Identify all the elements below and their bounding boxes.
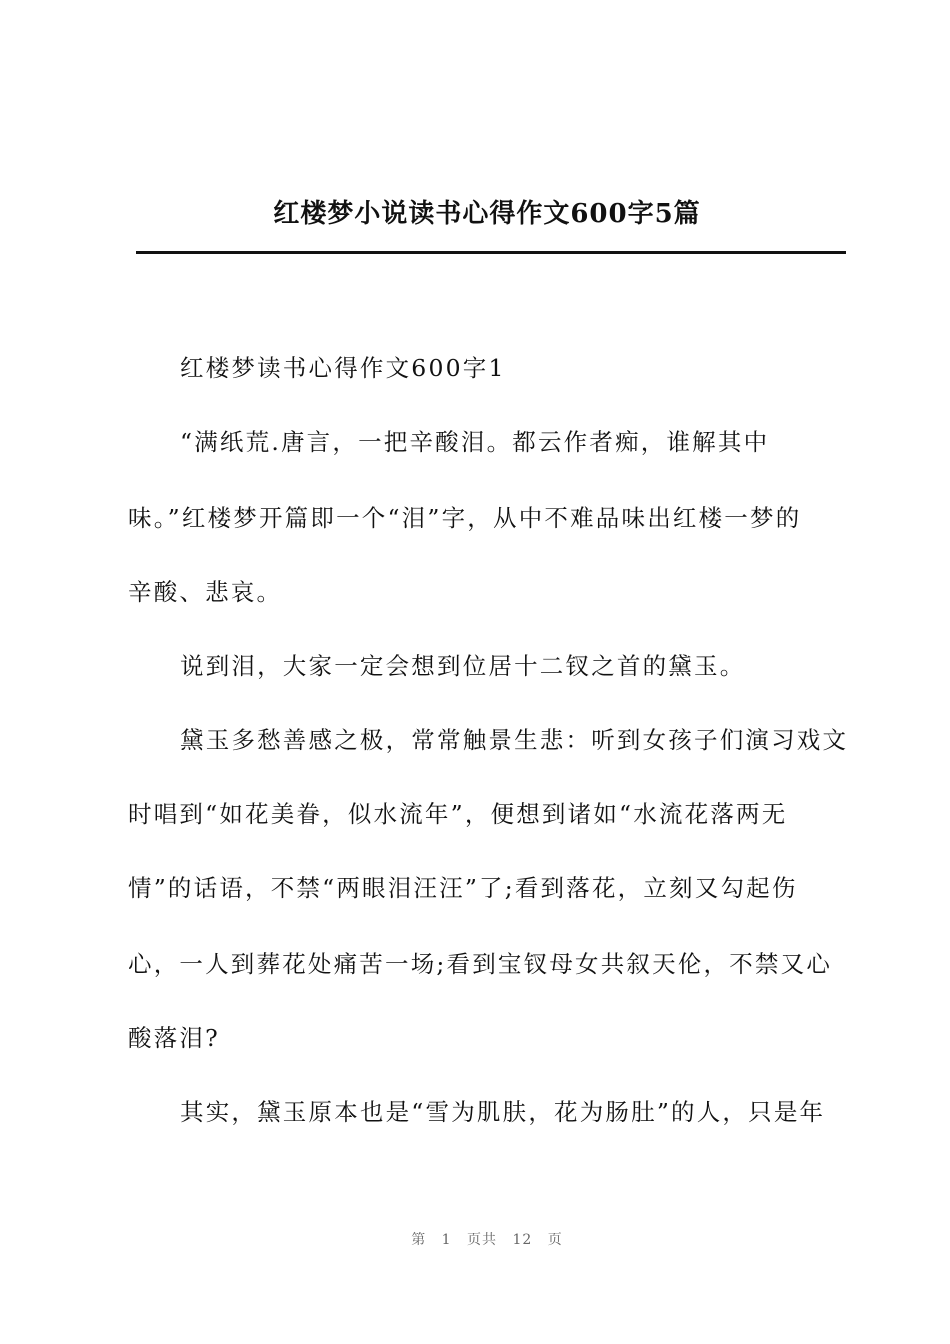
paragraph-line: “满纸荒.唐言，一把辛酸泪。都云作者痴，谁解其中 [180, 428, 770, 456]
paragraph-line: 味。”红楼梦开篇即一个“泪”字，从中不难品味出红楼一梦的 [128, 504, 802, 532]
paragraph-line: 说到泪，大家一定会想到位居十二钗之首的黛玉。 [180, 652, 746, 680]
paragraph-line: 酸落泪? [128, 1024, 220, 1052]
paragraph-line: 心，一人到葬花处痛苦一场;看到宝钗母女共叙天伦，不禁又心 [128, 950, 833, 978]
paragraph-line: 辛酸、悲哀。 [128, 578, 283, 606]
document-title: 红楼梦小说读书心得作文600字5篇 [273, 199, 701, 229]
paragraph-line: 时唱到“如花美眷，似水流年”，便想到诸如“水流花落两无 [128, 800, 788, 828]
page-number-footer: 第 1 页共 12 页 [411, 1232, 563, 1248]
paragraph-line: 其实，黛玉原本也是“雪为肌肤，花为肠肚”的人，只是年 [180, 1098, 826, 1126]
paragraph-line: 情”的话语，不禁“两眼泪汪汪”了;看到落花，立刻又勾起伤 [128, 874, 798, 902]
paragraph-line: 黛玉多愁善感之极，常常触景生悲：听到女孩子们演习戏文 [180, 726, 849, 754]
section-heading: 红楼梦读书心得作文600字1 [180, 354, 506, 382]
title-divider [136, 251, 846, 254]
